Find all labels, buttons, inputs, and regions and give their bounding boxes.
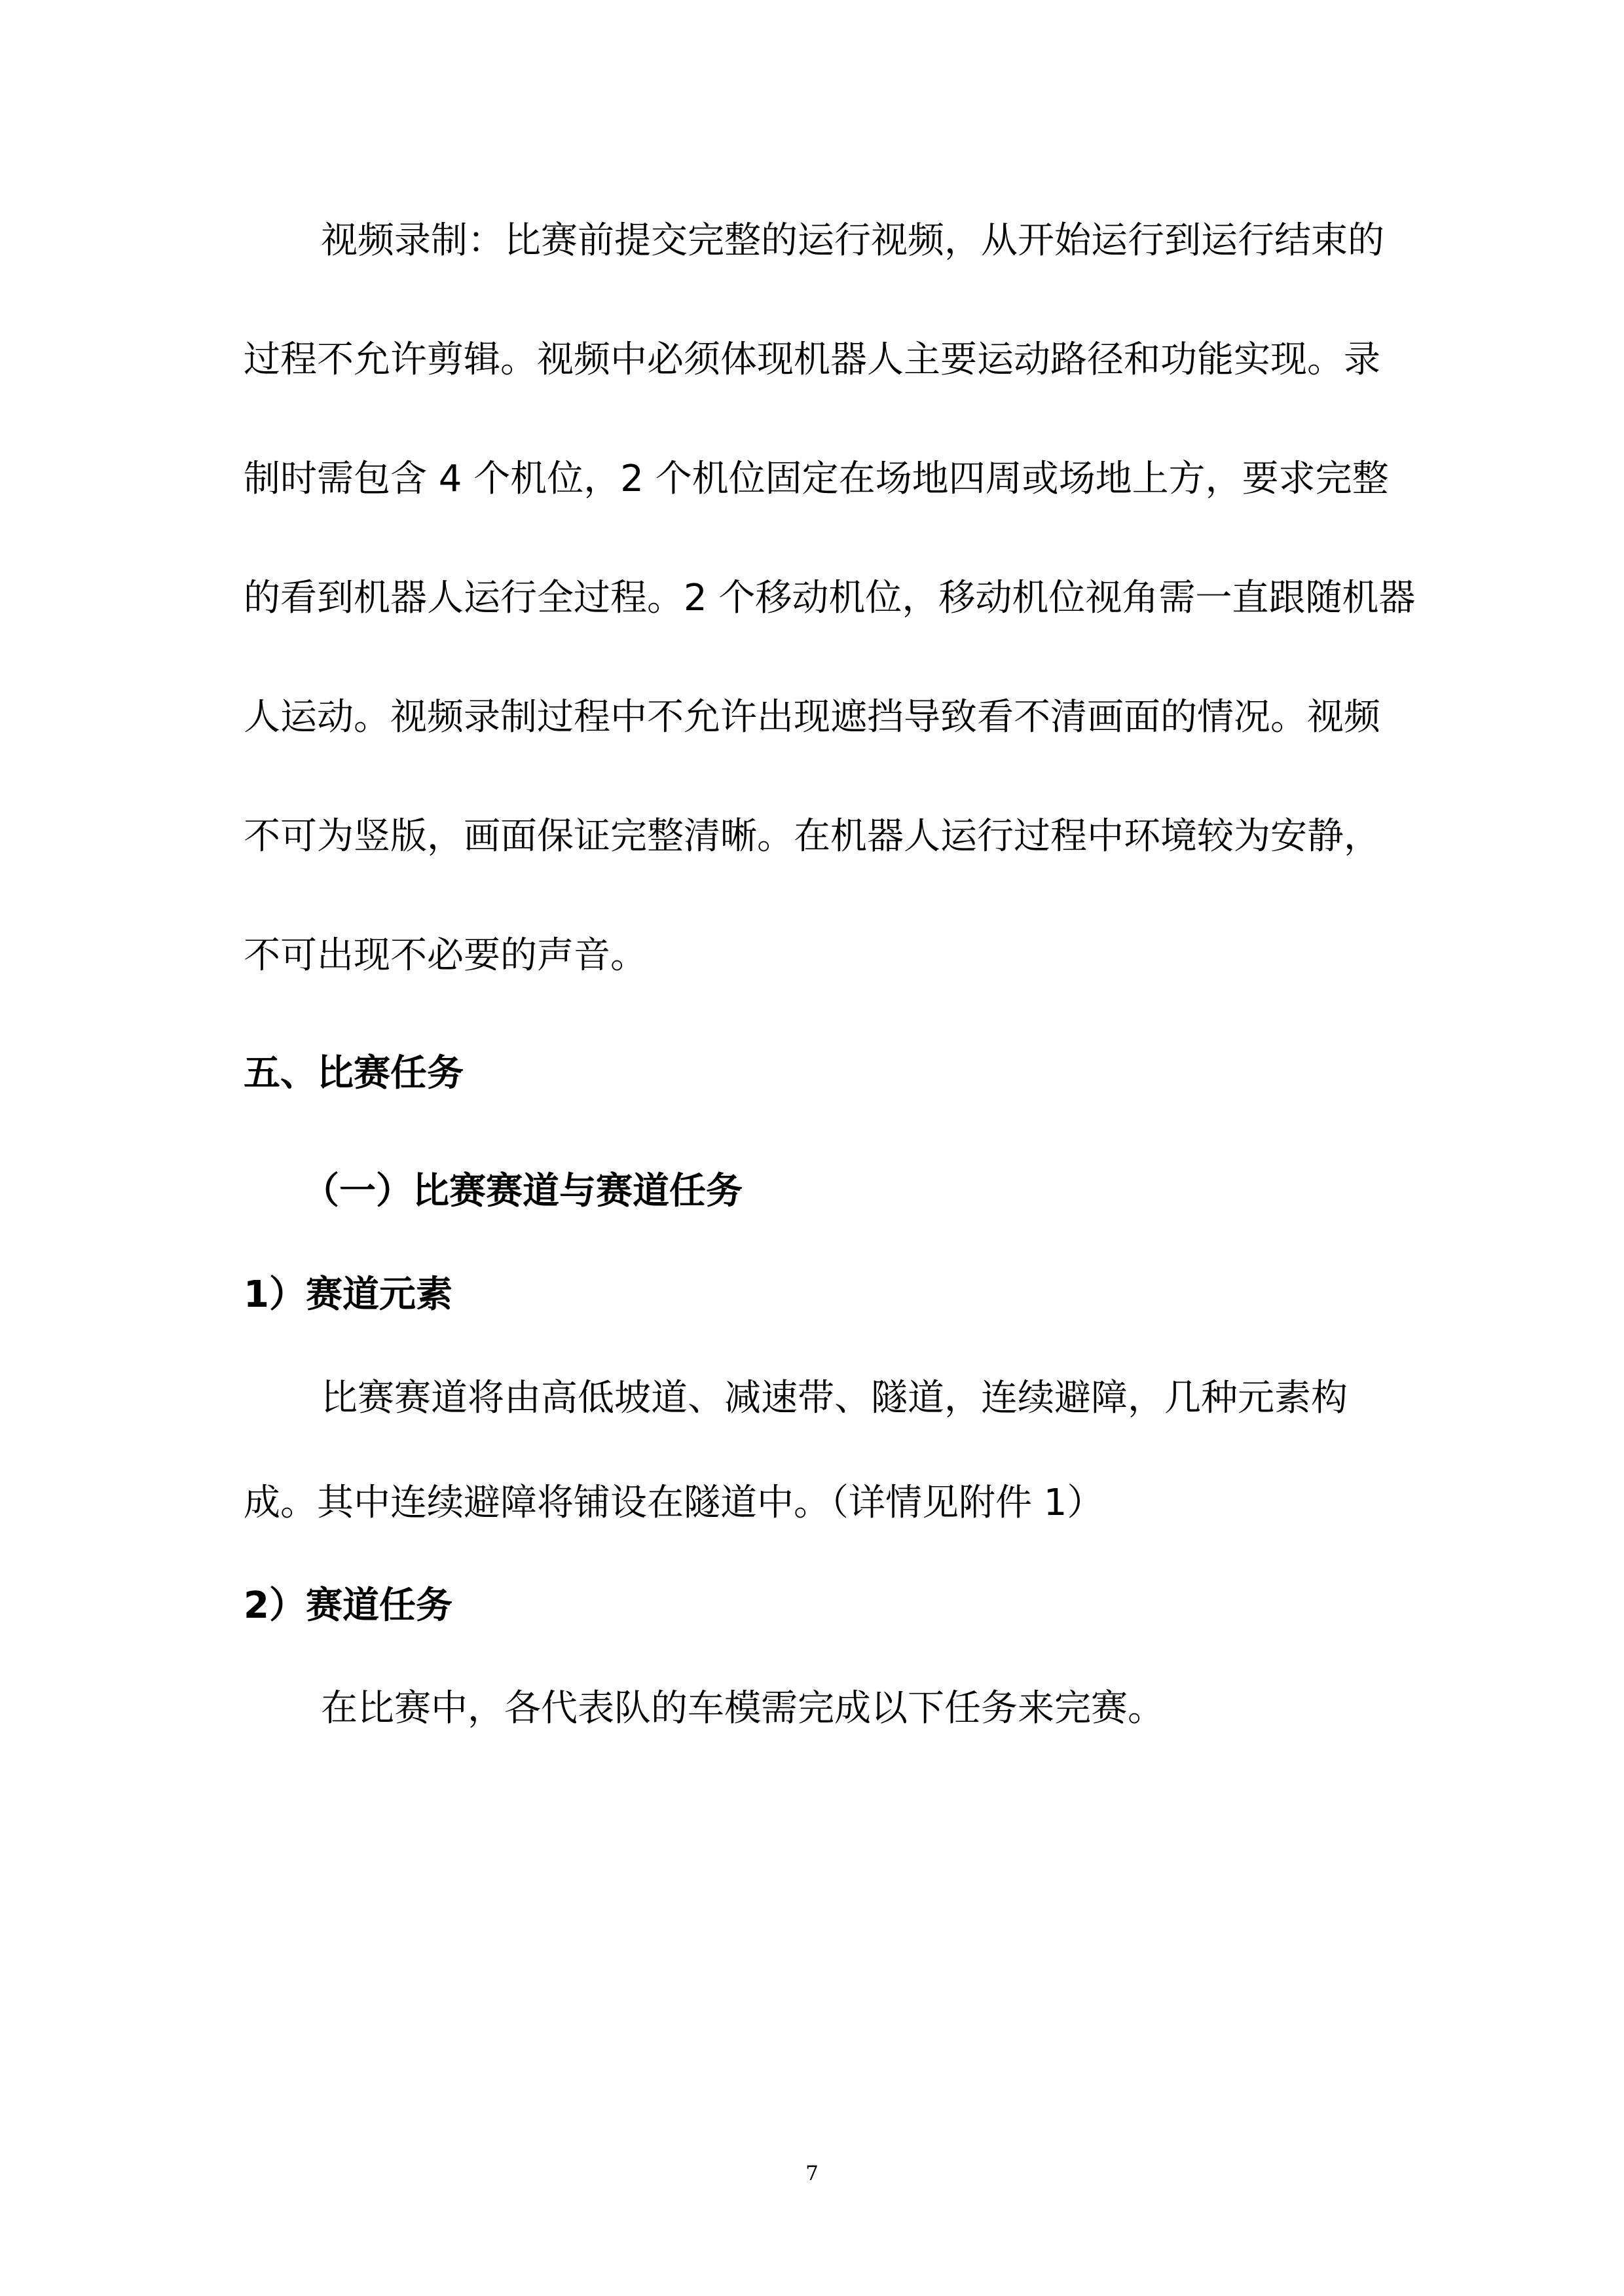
video-paragraph-line-1: 视频录制：比赛前提交完整的运行视频，从开始运行到运行结束的 [321,219,1384,262]
section-heading: 五、比赛任务 [244,1052,464,1095]
page-number: 7 [805,2162,819,2185]
video-paragraph-line-7: 不可出现不必要的声音。 [244,934,647,977]
video-paragraph-line-2: 过程不允许剪辑。视频中必须体现机器人主要运动路径和功能实现。录 [244,338,1380,381]
item1-line-2: 成。其中连续避障将铺设在隧道中。（详情见附件 1） [244,1482,1104,1524]
item2-heading: 2）赛道任务 [244,1584,452,1627]
video-paragraph-line-6: 不可为竖版，画面保证完整清晰。在机器人运行过程中环境较为安静， [244,815,1380,858]
item1-heading: 1）赛道元素 [244,1273,452,1316]
item1-line-1: 比赛赛道将由高低坡道、减速带、隧道，连续避障，几种元素构 [321,1377,1348,1419]
subsection-heading: （一）比赛赛道与赛道任务 [303,1170,743,1212]
video-paragraph-line-3: 制时需包含 4 个机位，2 个机位固定在场地四周或场地上方，要求完整 [244,458,1389,500]
video-paragraph-line-5: 人运动。视频录制过程中不允许出现遮挡导致看不清画面的情况。视频 [244,696,1380,738]
item2-line-1: 在比赛中，各代表队的车模需完成以下任务来完赛。 [321,1687,1164,1730]
video-paragraph-line-4: 的看到机器人运行全过程。2 个移动机位，移动机位视角需一直跟随机器 [244,577,1416,619]
